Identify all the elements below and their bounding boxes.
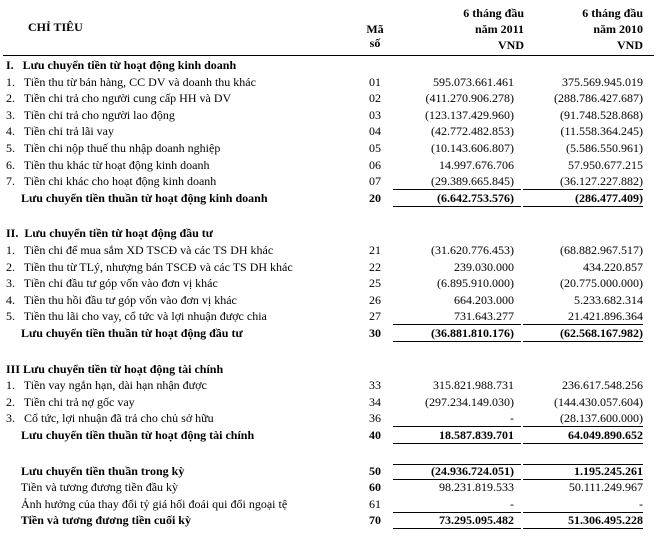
value-2011: 664.203.000 [454,292,514,307]
row-code: 27 [369,309,381,324]
row-label: Tiền và tương đương tiền cuối kỳ [6,513,191,528]
header-code-line1: Mã [366,22,384,36]
header-2010-line2: năm 2010 [593,22,643,36]
row-code: 34 [369,394,381,409]
value-2011: - [510,496,514,511]
value-2010: (20.775.000.000) [560,276,643,291]
row-label: 1. Tiền chi để mua sắm XD TSCĐ và các TS DH khác [6,243,274,257]
row-label: 7. Tiền chi khác cho hoạt động kinh doanh [6,174,217,189]
row-label: Lưu chuyển tiền thuần từ hoạt động kinh doanh [6,190,268,205]
row-code: 25 [369,276,381,291]
row-code: 61 [369,496,381,511]
value-2010: (91.748.528.868) [560,107,643,122]
value-2010: (36.127.227.882) [560,174,643,189]
value-2010: (288.786.427.687) [554,91,643,106]
subtotal-row [0,463,657,479]
row-label: Lưu chuyển tiền thuần từ hoạt động đầu tư [6,326,243,340]
value-2011: (10.143.606.807) [431,141,514,155]
value-2011: (6.895.910.000) [437,276,514,291]
row-label: 3. Tiền chi đầu tư góp vốn vào đơn vị khác [6,276,218,291]
section-heading-row [0,225,657,241]
value-2011: 18.587.839.701 [439,428,514,442]
row-label: Lưu chuyển tiền thuần từ hoạt động tài chính [6,428,255,442]
row-label: II. Lưu chuyển tiền từ hoạt động đầu tư [6,226,213,241]
value-2011: (36.881.810.176) [431,326,514,340]
row-label: 1. Tiền thu từ bán hàng, CC DV và doanh thu khác [6,74,256,89]
row-label: 4. Tiền chi trả lãi vay [6,124,114,139]
value-2011: 595.073.661.461 [433,74,514,89]
subtotal-row [0,512,657,528]
row-code: 02 [369,91,381,106]
row-code: 40 [369,428,381,442]
value-2010: 1.195.245.261 [574,463,643,478]
row-code: 05 [369,141,381,155]
row-label: 3. Cổ tức, lợi nhuận đã trả cho chủ sở hữu [6,411,214,426]
row-label: Tiền và tương đương tiền đầu kỳ [6,480,179,495]
value-2011: 315.821.988.731 [433,378,514,393]
value-2010: 51.306.495.228 [568,513,643,528]
value-2011: (24.936.724.051) [431,463,514,478]
table-row [0,479,657,495]
value-2011: (297.234.149.030) [425,394,514,409]
value-2011: (31.620.776.453) [431,243,514,257]
value-2011: (411.270.906.278) [425,91,514,106]
row-label: 3. Tiền chi trả cho người lao động [6,107,175,122]
row-code: 20 [369,190,381,205]
header-divider [3,55,654,56]
value-2010: - [639,496,643,511]
total-rule-2011 [393,528,521,529]
row-label: 6. Tiền thu khác từ hoạt động kinh doanh [6,157,210,172]
table-row [0,107,657,123]
spacer-row [0,206,657,222]
value-2010: (144.430.057.604) [554,394,643,409]
table-row [0,275,657,291]
value-2011: 731.643.277 [454,309,514,324]
row-label: Lưu chuyển tiền thuần trong kỳ [6,463,185,478]
value-2010: 21.421.896.364 [568,309,643,324]
row-code: 50 [369,463,381,478]
value-2010: (68.882.967.517) [560,243,643,257]
table-row [0,377,657,393]
table-row [0,74,657,90]
row-code: 03 [369,107,381,122]
row-label: Ảnh hưởng của thay đổi tỷ giá hối đoái qui đổi ngoại tệ [6,496,288,511]
row-code: 07 [369,174,381,189]
row-label: 2. Tiền thu từ TLý, nhượng bán TSCĐ và các TS DH khác [6,259,293,274]
row-code: 22 [369,259,381,274]
row-label: 2. Tiền chi trả nợ gốc vay [6,394,135,409]
row-code: 30 [369,326,381,340]
row-label: 5. Tiền thu lãi cho vay, cổ tức và lợi nhuận được chia [6,309,267,324]
header-2011-line3: VND [498,38,524,52]
table-row [0,496,657,512]
row-label: 1. Tiền vay ngắn hạn, dài hạn nhận được [6,378,207,393]
value-2010: (5.586.550.961) [566,141,643,155]
value-2010: 434.220.857 [583,259,643,274]
header-code-line2: số [369,36,381,50]
row-code: 04 [369,124,381,139]
row-code: 21 [369,243,381,257]
row-label: 5. Tiền chi nộp thuế thu nhập doanh nghiệp [6,141,221,155]
value-2010: (62.568.167.982) [560,326,643,340]
value-2011: 73.295.095.482 [439,513,514,528]
row-code: 60 [369,480,381,495]
value-2011: - [510,411,514,426]
row-label: III Lưu chuyển tiền từ hoạt động tài chính [6,361,224,376]
row-code: 01 [369,74,381,89]
row-label: I. Lưu chuyển tiền từ hoạt động kinh doanh [6,58,237,72]
table-row [0,259,657,275]
value-2010: 375.569.945.019 [562,74,643,89]
row-code: 06 [369,157,381,172]
table-row [0,157,657,173]
section-heading-row [0,361,657,377]
table-row [0,173,657,189]
value-2011: 98.231.819.533 [439,480,514,495]
value-2011: (29.389.665.845) [431,174,514,189]
table-row [0,410,657,426]
table-row [0,308,657,324]
subtotal-row [0,427,657,443]
row-code: 70 [369,513,381,528]
table-row [0,292,657,308]
value-2010: (286.477.409) [575,190,643,205]
header-2010-line3: VND [617,38,643,52]
spacer-row [0,342,657,358]
total-rule-2010 [523,528,643,529]
row-code: 36 [369,411,381,426]
table-row [0,123,657,139]
spacer-row [0,444,657,460]
header-indicator: CHỈ TIÊU [28,20,83,34]
net-rule-2010 [523,464,643,465]
net-rule-2011 [393,464,521,465]
value-2011: (6.642.753.576) [437,190,514,205]
value-2011: (123.137.429.960) [425,107,514,122]
table-row [0,242,657,258]
row-label: 4. Tiền thu hồi đầu tư góp vốn vào đơn vị khác [6,292,237,307]
value-2011: (42.772.482.853) [431,124,514,139]
table-row [0,394,657,410]
section-heading-row [0,57,657,73]
table-row [0,140,657,156]
value-2011: 14.997.676.706 [439,157,514,172]
row-code: 26 [369,292,381,307]
value-2010: (28.137.600.000) [560,411,643,426]
value-2010: 57.950.677.215 [568,157,643,172]
value-2010: 236.617.548.256 [562,378,643,393]
value-2010: (11.558.364.245) [560,124,643,139]
row-code: 33 [369,378,381,393]
row-label: 2. Tiền chi trả cho người cung cấp HH và DV [6,91,232,106]
value-2011: 239.030.000 [454,259,514,274]
header-2011-line1: 6 tháng đầu [463,6,524,20]
header-2011-line2: năm 2011 [474,22,524,36]
value-2010: 64.049.890.652 [568,428,643,442]
subtotal-row [0,325,657,341]
value-2010: 5.233.682.314 [574,292,643,307]
table-row [0,90,657,106]
value-2010: 50.111.249.967 [568,480,643,495]
subtotal-row [0,190,657,206]
header-2010-line1: 6 tháng đầu [582,6,643,20]
